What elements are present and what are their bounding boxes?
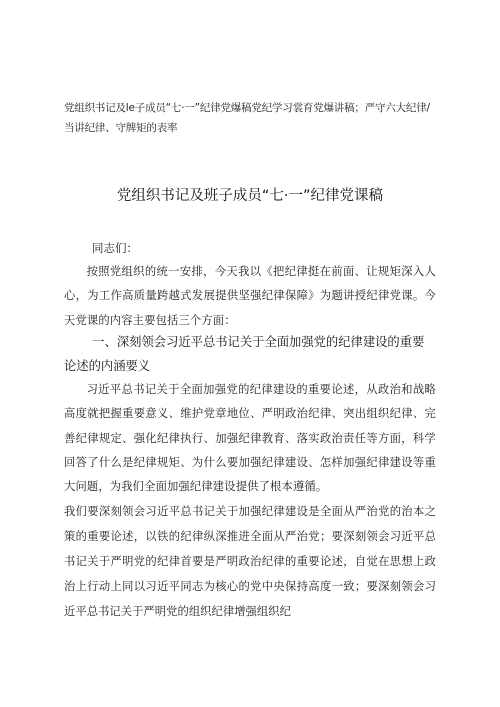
intro-paragraph: 按照党组织的统一安排，今天我以《把纪律挺在前面、让规矩深入人心，为工作高质量跨越式发展提供坚强纪律保障》为题讲授纪律党课。今天党课的内容主要包括三个方面： (64, 265, 436, 327)
header-note: 党组织书记及le子成员“七·一”纪律党爆稿党纪学习裳育党爆讲稿；严守六大纪律/当讲纪律、守牌矩的表率 (64, 102, 430, 134)
document-title: 党组织书记及班子成员“七·一”纪律党课稿 (116, 188, 384, 204)
section-one-heading: 一、深刻领会习近平总书记关于全面加强党的纪律建设的重要论述的内涵要义 (64, 335, 425, 373)
section-one-continued-paragraph: 我们要深刻领会习近平总书记关于加强纪律建设是全面从严治党的治本之策的重要论述，以铁的纪律纵深推进全面从严治党；要深刻领会习近平总书记关于严明党的纪律首要是严明政治纪律的重要论述，自觉在思想上政治上行动上同以习近平同志为核心的党中央保持高度一致；要深刻领会习近平总书记关于严明党的组织纪律增强组织纪 (64, 505, 436, 618)
salutation: 同志们： (92, 241, 138, 255)
section-one-body-paragraph: 习近平总书记关于全面加强党的纪律建设的重要论述，从政治和战略高度就把握重要意义、维护党章地位、严明政治纪律、突出组织纪律、完善纪律规定、强化纪律执行、加强纪律教育、落实政治责任等方面，科学回答了什么是纪律规矩、为什么要加强纪律建设、怎样加强纪律建设等重大问题，为我们全面加强纪律建设提供了根本遵循。 (64, 383, 436, 494)
